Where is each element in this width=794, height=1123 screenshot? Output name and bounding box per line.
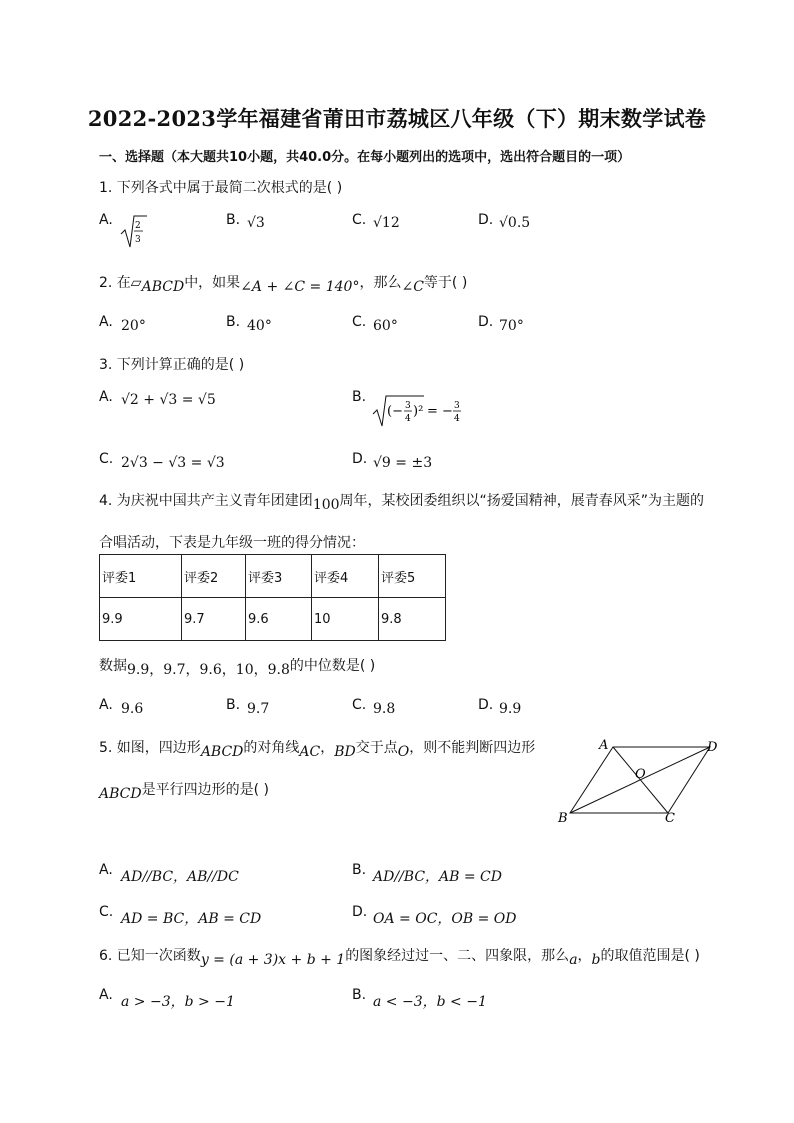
q5-option-b: AD//BC，AB = CD	[373, 869, 502, 885]
q2-angle-sum: ∠A + ∠C = 140°	[240, 279, 360, 295]
figure-label-b: B	[558, 811, 568, 826]
svg-text:3: 3	[454, 401, 460, 411]
q5-text: ，	[320, 740, 335, 756]
q2-angle-c: ∠C	[401, 279, 424, 295]
question-4-line-2: 合唱活动，下表是九年级一班的得分情况：	[99, 535, 365, 551]
q4-text: 4. 为庆祝中国共产主义青年团建团	[99, 493, 313, 509]
q5-label-d: D.	[352, 904, 368, 920]
table-header-cell: 评委2	[182, 555, 246, 598]
q6-var-a: a	[569, 952, 578, 968]
q1-label-d: D.	[478, 212, 494, 228]
page-title: 2022-2023学年福建省莆田市荔城区八年级（下）期末数学试卷	[87, 106, 707, 131]
q6-option-a: a > −3，b > −1	[121, 994, 235, 1010]
table-cell: 9.7	[182, 598, 246, 641]
q4-option-d: 9.9	[499, 701, 522, 717]
q2-option-d: 70°	[499, 318, 524, 334]
question-3-stem: 3. 下列计算正确的是( )	[99, 357, 245, 373]
q3-label-c: C.	[99, 451, 114, 467]
q5-quad-name: ABCD	[99, 786, 142, 802]
q2-option-b: 40°	[247, 318, 272, 334]
q6-option-b: a < −3，b < −1	[373, 994, 487, 1010]
svg-text:2: 2	[135, 221, 141, 231]
q2-option-c: 60°	[373, 318, 398, 334]
svg-text:4: 4	[454, 414, 460, 424]
q2-stem-part: 中，如果	[184, 275, 241, 291]
svg-text:3: 3	[135, 235, 141, 245]
q5-option-d: OA = OC，OB = OD	[373, 911, 517, 927]
q5-label-c: C.	[99, 904, 114, 920]
q2-stem-part: 2. 在▱	[99, 275, 142, 291]
q1-label-b: B.	[226, 212, 241, 228]
q3-label-a: A.	[99, 389, 113, 405]
q5-label-a: A.	[99, 862, 113, 878]
question-4-line-1	[99, 490, 705, 513]
q4-text: 的中位数是( )	[289, 658, 376, 674]
section-heading: 一、选择题（本大题共10小题，共40.0分。在每小题列出的选项中，选出符合题目的一项）	[99, 150, 631, 165]
q3-option-c: 2√3 − √3 = √3	[121, 455, 225, 471]
table-row	[100, 555, 446, 598]
q5-text: ，则不能判断四边形	[409, 740, 536, 756]
q4-text: 周年，某校团委组织以“扬爱国精神，展青春风采”为主题的	[339, 493, 705, 509]
q4-label-b: B.	[226, 697, 241, 713]
q6-label-a: A.	[99, 987, 113, 1003]
q1-label-a: A.	[99, 212, 113, 228]
table-cell: 9.8	[379, 598, 446, 641]
q3-option-d: √9 = ±3	[373, 455, 433, 471]
q5-label-b: B.	[352, 862, 367, 878]
q4-option-c: 9.8	[373, 701, 396, 717]
q6-label-b: B.	[352, 987, 367, 1003]
q5-diagonal-bd: BD	[334, 744, 356, 760]
figure-label-a: A	[599, 738, 609, 753]
q1-label-c: C.	[352, 212, 367, 228]
q4-label-d: D.	[478, 697, 494, 713]
q6-text: ，	[577, 948, 592, 964]
table-cell: 9.6	[246, 598, 312, 641]
q5-option-c: AD = BC，AB = CD	[121, 911, 262, 927]
q2-label-c: C.	[352, 314, 367, 330]
question-4-line-3	[99, 655, 376, 678]
question-5-line-1	[99, 737, 536, 760]
svg-text:3: 3	[405, 401, 411, 411]
q6-text: 的图象经过过一、二、四象限，那么	[345, 948, 570, 964]
parallelogram-figure	[554, 735, 726, 827]
q5-quad-name: ABCD	[200, 744, 244, 760]
q5-text: 5. 如图，四边形	[99, 740, 201, 756]
q3-sqrt-fraction-squared	[372, 394, 464, 428]
q3-option-a: √2 + √3 = √5	[121, 392, 216, 408]
q5-text: 的对角线	[243, 740, 300, 756]
q5-point-o: O	[397, 744, 410, 760]
svg-text:4: 4	[405, 414, 411, 424]
q6-text: 6. 已知一次函数	[99, 948, 201, 964]
q2-label-a: A.	[99, 314, 113, 330]
q1-option-d: √0.5	[499, 215, 531, 231]
table-header-cell: 评委3	[246, 555, 312, 598]
q5-text: 是平行四边形的是( )	[141, 782, 269, 798]
figure-label-o: O	[635, 767, 646, 782]
q4-option-a: 9.6	[121, 701, 144, 717]
q3-label-b: B.	[352, 389, 367, 405]
question-2-stem	[99, 272, 468, 295]
q2-option-a: 20°	[121, 318, 146, 334]
q4-anniversary-number: 100	[312, 497, 340, 513]
table-header-cell: 评委4	[312, 555, 379, 598]
q5-option-a: AD//BC，AB//DC	[121, 869, 239, 885]
svg-text:(−: (−	[387, 404, 403, 419]
q4-text: 数据	[99, 658, 127, 674]
q3-label-d: D.	[352, 451, 368, 467]
q5-diagonal-ac: AC	[299, 744, 321, 760]
question-5-line-2	[99, 779, 269, 802]
question-1-stem: 1. 下列各式中属于最简二次根式的是( )	[99, 180, 343, 196]
q4-option-b: 9.7	[247, 701, 270, 717]
q2-label-d: D.	[478, 314, 494, 330]
table-header-cell: 评委1	[100, 555, 182, 598]
figure-label-c: C	[665, 811, 675, 826]
q3-option-b	[372, 394, 464, 432]
q6-var-b: b	[591, 952, 601, 968]
q6-function: y = (a + 3)x + b + 1	[200, 952, 346, 968]
table-cell: 10	[312, 598, 379, 641]
q4-label-c: C.	[352, 697, 367, 713]
q1-option-b: √3	[247, 215, 265, 231]
q1-option-a	[119, 214, 149, 254]
score-table	[99, 554, 446, 641]
q2-label-b: B.	[226, 314, 241, 330]
svg-text:)²: )²	[413, 404, 424, 419]
q2-parallelogram-name: ABCD	[141, 279, 185, 295]
table-cell: 9.9	[100, 598, 182, 641]
q1-option-c: √12	[373, 215, 400, 231]
table-row	[100, 598, 446, 641]
svg-text:= −: = −	[427, 404, 453, 419]
figure-label-d: D	[707, 740, 718, 755]
q4-data-list: 9.9，9.7，9.6，10，9.8	[127, 662, 290, 678]
q1-sqrt-two-thirds	[119, 214, 149, 250]
table-header-cell: 评委5	[379, 555, 446, 598]
q4-label-a: A.	[99, 697, 113, 713]
q2-stem-part: 等于( )	[423, 275, 468, 291]
q2-stem-part: ，那么	[359, 275, 402, 291]
q6-text: 的取值范围是( )	[600, 948, 700, 964]
q5-text: 交于点	[355, 740, 398, 756]
question-6-stem	[99, 945, 700, 968]
